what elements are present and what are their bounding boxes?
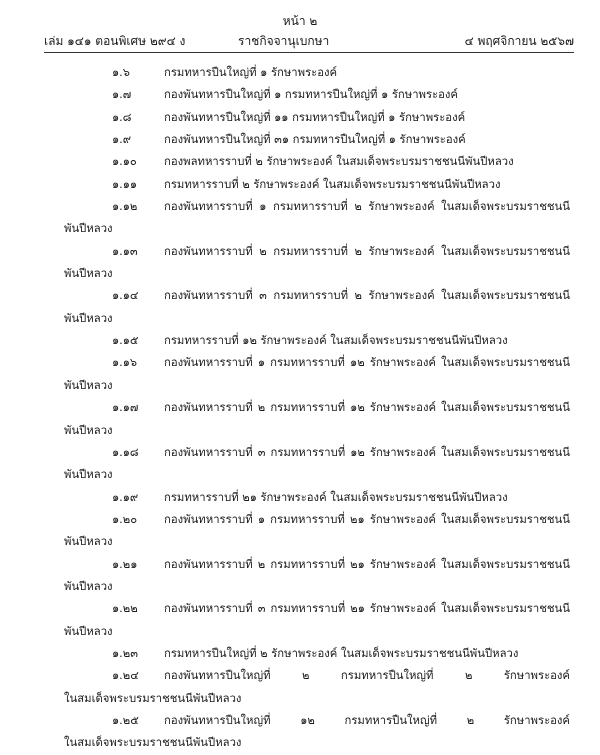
- item-continuation: พันปีหลวง: [64, 468, 113, 482]
- list-item: [64, 285, 570, 330]
- item-number: ๑.๑๘: [112, 445, 139, 459]
- item-number: ๑.๒๕: [112, 713, 139, 727]
- list-item: [64, 643, 570, 665]
- item-number: ๑.๑๒: [112, 200, 138, 214]
- item-number: ๑.๘: [112, 110, 132, 124]
- list-item: [64, 487, 570, 509]
- item-text: กรมทหารราบที่ ๑๒ รักษาพระองค์ ในสมเด็จพระบรมราชชนนีพันปีหลวง: [164, 334, 508, 348]
- list-item: [64, 129, 570, 151]
- list-item: [64, 554, 570, 599]
- item-text: กองพันทหารราบที่ ๒ กรมทหารราบที่ ๒๑ รักษาพระองค์ ในสมเด็จพระบรมราชชนนี: [164, 557, 570, 571]
- item-continuation: พันปีหลวง: [64, 222, 113, 236]
- page-header: [44, 32, 574, 50]
- item-number: ๑.๒๔: [112, 669, 139, 683]
- list-item: [64, 107, 570, 129]
- unit-list: [64, 62, 570, 755]
- list-item: [64, 442, 570, 487]
- list-item: [64, 84, 570, 106]
- item-number: ๑.๑๓: [112, 244, 138, 258]
- list-item: [64, 598, 570, 643]
- item-continuation: พันปีหลวง: [64, 423, 113, 437]
- item-text: กองพันทหารราบที่ ๒ กรมทหารราบที่ ๒ รักษาพระองค์ ในสมเด็จพระบรมราชชนนี: [164, 244, 570, 258]
- item-number: ๑.๑๑: [112, 177, 138, 191]
- list-item: [64, 62, 570, 84]
- item-continuation: พันปีหลวง: [64, 624, 113, 638]
- item-text: กองพันทหารราบที่ ๒ กรมทหารราบที่ ๑๒ รักษาพระองค์ ในสมเด็จพระบรมราชชนนี: [164, 401, 570, 415]
- item-text: กองพันทหารราบที่ ๑ กรมทหารราบที่ ๑๒ รักษาพระองค์ ในสมเด็จพระบรมราชชนนี: [164, 356, 570, 370]
- gazette-name: ราชกิจจานุเบกษา: [238, 34, 330, 48]
- item-continuation: พันปีหลวง: [64, 267, 113, 281]
- item-continuation: พันปีหลวง: [64, 378, 113, 392]
- item-text: กองพันทหารปืนใหญ่ที่ ๑๑ กรมทหารปืนใหญ่ที่ ๑ รักษาพระองค์: [164, 110, 466, 124]
- item-continuation: พันปีหลวง: [64, 535, 113, 549]
- item-text: กรมทหารปืนใหญ่ที่ ๑ รักษาพระองค์: [164, 66, 338, 79]
- list-item: [64, 196, 570, 241]
- item-text: กองพันทหารปืนใหญ่ที่ ๒ กรมทหารปืนใหญ่ที่ ๒ รักษาพระองค์: [164, 669, 570, 683]
- item-number: ๑.๖: [112, 66, 130, 79]
- item-text: กองพันทหารปืนใหญ่ที่ ๓๑ กรมทหารปืนใหญ่ที่ ๑ รักษาพระองค์: [164, 133, 466, 147]
- item-number: ๑.๒๓: [112, 646, 138, 660]
- publication-date: ๔ พฤศจิกายน ๒๕๖๗: [464, 34, 574, 48]
- item-text: กองพลทหารราบที่ ๒ รักษาพระองค์ ในสมเด็จพระบรมราชชนนีพันปีหลวง: [164, 155, 514, 169]
- list-item: [64, 665, 570, 710]
- item-number: ๑.๑๖: [112, 356, 138, 370]
- item-number: ๑.๑๕: [112, 334, 139, 348]
- item-text: กองพันทหารราบที่ ๓ กรมทหารราบที่ ๒ รักษาพระองค์ ในสมเด็จพระบรมราชชนนี: [164, 289, 570, 303]
- item-text: กองพันทหารปืนใหญ่ที่ ๑๒ กรมทหารปืนใหญ่ที่ ๒ รักษาพระองค์: [164, 713, 570, 727]
- list-item: [64, 352, 570, 397]
- header-divider: [44, 52, 574, 53]
- item-number: ๑.๒๐: [112, 512, 138, 526]
- item-continuation: พันปีหลวง: [64, 311, 113, 325]
- item-text: กองพันทหารปืนใหญ่ที่ ๑ กรมทหารปืนใหญ่ที่ ๑ รักษาพระองค์: [164, 88, 458, 102]
- item-number: ๑.๒๒: [112, 602, 138, 616]
- item-number: ๑.๑๔: [112, 289, 139, 303]
- item-text: กรมทหารราบที่ ๒ รักษาพระองค์ ในสมเด็จพระบรมราชชนนีพันปีหลวง: [164, 177, 501, 191]
- item-text: กองพันทหารราบที่ ๑ กรมทหารราบที่ ๒๑ รักษาพระองค์ ในสมเด็จพระบรมราชชนนี: [164, 512, 570, 526]
- item-text: กองพันทหารราบที่ ๓ กรมทหารราบที่ ๑๒ รักษาพระองค์ ในสมเด็จพระบรมราชชนนี: [164, 445, 570, 459]
- item-number: ๑.๙: [112, 133, 132, 147]
- item-text: กรมทหารราบที่ ๒๑ รักษาพระองค์ ในสมเด็จพระบรมราชชนนีพันปีหลวง: [164, 490, 508, 504]
- item-continuation: พันปีหลวง: [64, 579, 113, 593]
- item-text: กรมทหารปืนใหญ่ที่ ๒ รักษาพระองค์ ในสมเด็จพระบรมราชชนนีพันปีหลวง: [164, 646, 519, 660]
- item-number: ๑.๑๐: [112, 155, 137, 169]
- list-item: [64, 241, 570, 286]
- list-item: [64, 330, 570, 352]
- item-continuation: ในสมเด็จพระบรมราชชนนีพันปีหลวง: [64, 736, 242, 750]
- list-item: [64, 509, 570, 554]
- item-text: กองพันทหารราบที่ ๓ กรมทหารราบที่ ๒๑ รักษาพระองค์ ในสมเด็จพระบรมราชชนนี: [164, 602, 570, 616]
- item-number: ๑.๑๙: [112, 490, 139, 504]
- list-item: [64, 397, 570, 442]
- volume-section-label: เล่ม ๑๔๑ ตอนพิเศษ ๒๙๔ ง: [44, 34, 186, 48]
- page-number: หน้า ๒: [282, 14, 318, 28]
- item-number: ๑.๑๗: [112, 401, 139, 415]
- item-number: ๑.๒๑: [112, 557, 138, 571]
- item-continuation: ในสมเด็จพระบรมราชชนนีพันปีหลวง: [64, 691, 242, 705]
- item-text: กองพันทหารราบที่ ๑ กรมทหารราบที่ ๒ รักษาพระองค์ ในสมเด็จพระบรมราชชนนี: [164, 200, 570, 214]
- list-item: [64, 174, 570, 196]
- item-number: ๑.๗: [112, 88, 132, 102]
- list-item: [64, 710, 570, 755]
- list-item: [64, 151, 570, 173]
